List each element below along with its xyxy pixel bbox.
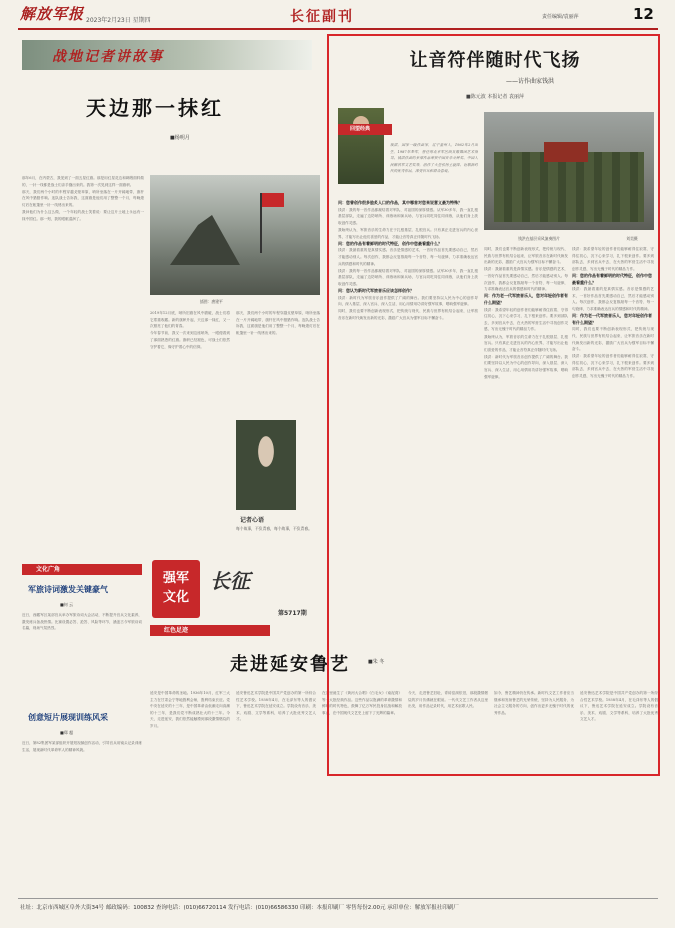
feature-column-1 xyxy=(338,200,478,770)
stamp-line-2: 文化 xyxy=(162,590,189,605)
interview-answer: 我始终认为，军旅音乐的生命力在于扎根基层、扎根官兵。只有真正走进官兵的内心世界，才能写出让他们喜爱的作品，才能让音符真正伴随时代飞扬。 xyxy=(484,334,568,352)
feature-photo-credit: 刘昊摄 xyxy=(626,236,638,241)
header-rule xyxy=(18,28,658,30)
interview-question: 问：您曾创作很多脍炙人口的作品，其中哪首对您来说意义最为特殊？ xyxy=(338,200,462,205)
issue-number: 第5717期 xyxy=(278,610,307,617)
story-title: 天边那一抹红 xyxy=(86,96,224,120)
culture-title: 军旅诗词激发关键豪气 xyxy=(28,584,108,594)
interview-answer: 同时，我们也要不断创新表现形式，把传统与现代、民族与世界有机结合起来，让军旅音乐在新时代焕发出新的光彩，激励广大官兵为强军目标不懈奋斗。 xyxy=(338,309,478,321)
feature-section-band: 回望经典 xyxy=(338,124,392,135)
page-footer: 社址：北京市西城区阜外大街34号 邮政编码：100832 查询电话：(010)66720114 发行电话：(010)66586330 印刷：本报印刷厂 零售每份2.00元 承印单位：解放军报社印刷厂 xyxy=(20,905,459,911)
banner-title: 战地记者讲故事 xyxy=(52,49,164,65)
portrait-subcaption: 每个故事，不负青春，每个故事，不负青春。 xyxy=(236,526,312,531)
story-paragraph: 2019年12月底，哨所旧旗在风中磨破，战士们将它郑重收藏。新的旗帜升起，天边那一抹红，又一次照亮了他们的青春。 xyxy=(150,311,230,329)
footer-rule xyxy=(18,898,658,899)
instrument-shape xyxy=(544,142,588,162)
feature-column-3 xyxy=(572,246,654,770)
flag-shape xyxy=(262,193,284,207)
interview-answer: 钱洪：我希望年轻的创作者们能够耐得住寂寞、守得住初心，沉下心来学习，扎下根来创作。要多到部队去，多到官兵中去，在火热的军营生活中寻找创作灵感，写出无愧于时代的精品力作。 xyxy=(484,307,568,332)
feature-intro: 钱洪，国家一级作曲家，辽宁盖州人，1962年2月出生，1987年参军，曾任原北京军区战友歌舞团艺术指导。钱洪作曲的多部作品荣获中国音乐金钟奖、中国人民解放军文艺奖等，创作了大量弘扬主旋律、讴歌新时代的优秀作品，深受官兵和群众喜爱。 xyxy=(390,143,478,174)
interview-answer: 钱洪：我最看重的是真情实感。音乐是情感的艺术，一首好作品首先要感动自己，然后才能感动别人。每次创作，我都会反复推敲每一个音符、每一句旋律，力求准确表达官兵的情感和时代的精神。 xyxy=(484,267,568,292)
culture-title-2: 创意短片展现训练风采 xyxy=(28,712,108,722)
interview-answer: 钱洪：新时代为军旅音乐创作提供了广阔的舞台。我们要坚持以人民为中心的创作导向，深入基层、深入官兵、深入生活，用心用情用功讲好强军故事，唱响强军旋律。 xyxy=(338,295,478,307)
interview-answer: 我始终认为，军旅音乐的生命力在于扎根基层、扎根官兵。只有真正走进官兵的内心世界，才能写出让他们喜爱的作品，才能让音符真正伴随时代飞扬。 xyxy=(338,227,478,239)
page-header xyxy=(0,0,675,30)
yanan-column-4: 如今，鲁艺精神仍在传承。新时代文艺工作者应当继承和发扬鲁艺的光荣传统，坚持为人民服务、为社会主义服务的方向，创作出更多无愧于时代的优秀作品。 xyxy=(494,691,574,715)
portrait-caption: 记者心语 xyxy=(240,517,265,524)
interview-answer: 同时，我们也要不断创新表现形式，把传统与现代、民族与世界有机结合起来，让军旅音乐在新时代焕发出新的光彩，激励广大官兵为强军目标不懈奋斗。 xyxy=(484,247,568,265)
section-title: 长征副刊 xyxy=(290,9,354,25)
interview-question: 问：您的作品有着鲜明的时代特征，创作中您最看重什么？ xyxy=(572,272,652,285)
newspaper-logo: 解放军报 xyxy=(20,5,85,23)
story-column-3 xyxy=(236,310,320,410)
interview-answer: 钱洪：新时代为军旅音乐创作提供了广阔的舞台。我们要坚持以人民为中心的创作导向，深入基层、深入官兵、深入生活，用心用情用功讲好强军故事，唱响强军旋律。 xyxy=(484,354,568,379)
story-column-1 xyxy=(22,175,144,555)
feature-title: 让音符伴随时代飞扬 xyxy=(409,50,581,71)
story-paragraph: 我问他们为什么这么做，一个年轻的战士笑着说：要让这片土地上永远有一抹中国红。那一刻，我的眼眶湿润了。 xyxy=(22,210,144,221)
interview-question: 问：作为老一代军旅音乐人，您对年轻创作者有什么期望？ xyxy=(484,293,568,305)
story-author: ■杨明月 xyxy=(170,135,190,141)
feature-photo xyxy=(484,112,654,230)
interview-question: 问：您认为新时代军旅音乐应该怎样创作？ xyxy=(338,288,414,294)
story-paragraph: 今年春节前，我又一次来到这座哨所，一眼便看到了那面熟悉的红旗。旗帜已经褪色，可战士们依然守护着它，像守护着心中的信仰。 xyxy=(150,331,230,349)
culture-author-2: ■郑 超 xyxy=(60,730,74,735)
feature-photo-caption: 钱洪在基层采风演奏图片 xyxy=(518,236,560,241)
feature-column-2 xyxy=(484,246,568,770)
red-footprint-band: 红色足迹 xyxy=(150,625,270,636)
mountain-shape xyxy=(170,215,240,265)
story-illustration xyxy=(150,175,320,295)
story-paragraph: 那年6月，在内蒙古，我见到了一面五星红旗。那是用红星花边和绸缎面料做的，一针一线都是战士们亲手缝出来的。我第一次见到这样一面旗帜。 xyxy=(22,176,144,187)
story-paragraph: 那天，我们两个小时的车程穿越戈壁草原，哨所坐落在一片开阔地带，旗杆在风中猎猎作响。连队战士告诉我，这面旗是他们用了整整一个月，每晚熄灯后在帐篷里一针一线绣出来的。 xyxy=(236,311,320,335)
yanan-column-1: 延安鲁迅艺术学院是中国共产党创办的第一所综合性艺术学校。1938年4月，在毛泽东等人的倡议下，鲁迅艺术学院在延安成立。学院设有音乐、美术、戏剧、文学等系科，培养了大批优秀文艺人才。 xyxy=(236,691,316,722)
strong-army-stamp xyxy=(152,560,200,618)
interview-answer: 钱洪：我的每一首作品都凝结着对军队、对祖国的深厚情感。从军30多年，我一直扎根基层部队，走遍了边防哨所、训练场和演兵场，与官兵同吃同住同训练，从他们身上汲取创作灵感。 xyxy=(338,207,478,225)
stamp-line-1: 强军 xyxy=(162,571,189,586)
interview-question: 问：您的作品有着鲜明的时代特征，创作中您最看重什么？ xyxy=(338,240,442,246)
interview-answer: 钱洪：我希望年轻的创作者们能够耐得住寂寞、守得住初心，沉下心来学习，扎下根来创作。要多到部队去，多到官兵中去，在火热的军营生活中寻找创作灵感，写出无愧于时代的精品力作。 xyxy=(572,354,654,379)
interview-answer: 钱洪：我希望年轻的创作者们能够耐得住寂寞、守得住初心，沉下心来学习，扎下根来创作。要多到部队去，多到官兵中去，在火热的军营生活中寻找创作灵感，写出无愧于时代的精品力作。 xyxy=(572,247,654,271)
issue-date: 2023年2月23日 星期四 xyxy=(86,17,151,24)
editor-credit: 责任编辑/袁丽萍 xyxy=(542,14,579,20)
redline-text: 延安是中国革命的圣地。1936年10月，红军三大主力在甘肃会宁等地胜利会师，胜利结束长征。党中央在延安的十三年，是中国革命由低潮走向高潮的十三年，是我们党不断成熟壮大的十三年。今天，走进延安，我们依然能触摸到那段激情燃烧的岁月。 xyxy=(150,691,230,728)
calligraphy-title: 长征 xyxy=(210,569,250,593)
feature-subtitle: ——访作曲家钱洪 xyxy=(505,78,554,85)
yanan-author: ■朱 冬 xyxy=(368,659,385,665)
story-banner xyxy=(22,40,312,70)
soldier-illustration xyxy=(338,108,384,184)
culture-text-2: 近日，第82集团军某部组织开展短视频创作活动，引导官兵用镜头记录训练生活，展现新时代革命军人的精神风貌。 xyxy=(22,741,142,752)
yanan-column-3: 今天，走进鲁艺旧址，青砖窑洞依旧，那段激情燃烧的岁月仿佛就在眼前。一代代文艺工作者从这里出发，用作品记录时代，用艺术讴歌人民。 xyxy=(408,691,488,709)
soldier-group-shape xyxy=(494,152,644,222)
culture-band: 文化广角 xyxy=(22,564,142,575)
interview-answer: 钱洪：我最看重的是真情实感。音乐是情感的艺术，一首好作品首先要感动自己，然后才能感动别人。每次创作，我都会反复推敲每一个音符、每一句旋律，力求准确表达官兵的情感和时代的精神。 xyxy=(572,287,654,311)
yanan-title: 走进延安鲁艺 xyxy=(230,654,350,675)
interview-answer: 钱洪：我的每一首作品都凝结着对军队、对祖国的深厚情感。从军30多年，我一直扎根基层部队，走遍了边防哨所、训练场和演兵场，与官兵同吃同住同训练，从他们身上汲取创作灵感。 xyxy=(338,268,478,286)
illustration-caption: 插图：唐建平 xyxy=(200,299,223,304)
yanan-column-2: 在这里诞生了《黄河大合唱》《白毛女》《南泥湾》等一大批经典作品。这些作品以饱满的革命激情和鲜明的时代特色，鼓舞了亿万军民投身抗战和解放事业，在中国现代文艺史上留下了光辉的篇章。 xyxy=(322,691,402,715)
yanan-column-5: 延安鲁迅艺术学院是中国共产党创办的第一所综合性艺术学校。1938年4月，在毛泽东等人的倡议下，鲁迅艺术学院在延安成立。学院设有音乐、美术、戏剧、文学等系科，培养了大批优秀文艺人才。 xyxy=(580,691,658,722)
reporter-portrait xyxy=(236,420,296,510)
story-column-2 xyxy=(150,310,230,500)
interview-answer: 同时，我们也要不断创新表现形式，把传统与现代、民族与世界有机结合起来，让军旅音乐在新时代焕发出新的光彩，激励广大官兵为强军目标不懈奋斗。 xyxy=(572,327,654,352)
culture-author: ■何 云 xyxy=(60,602,74,607)
story-paragraph: 那天，我们两个小时的车程穿越戈壁草原，哨所坐落在一片开阔地带，旗杆在风中猎猎作响。连队战士告诉我，这面旗是他们用了整整一个月，每晚熄灯后在帐篷里一针一线绣出来的。 xyxy=(22,189,144,207)
page-number: 12 xyxy=(633,5,654,23)
interview-answer: 钱洪：我最看重的是真情实感。音乐是情感的艺术，一首好作品首先要感动自己，然后才能感动别人。每次创作，我都会反复推敲每一个音符、每一句旋律，力求准确表达官兵的情感和时代的精神。 xyxy=(338,248,478,266)
culture-text: 近日，西藏军区某部官兵举办军旅诗词大会活动，不断提升官兵文化素养，激发练兵备战热情。比赛设置必答、抢答、风险等环节，涵盖古今军旅诗词名篇，现场气氛热烈。 xyxy=(22,613,142,631)
interview-question: 问：作为老一代军旅音乐人，您对年轻创作者有什么期望？ xyxy=(572,313,652,325)
feature-byline: ■陈元波 本报记者 袁丽萍 xyxy=(466,94,524,100)
